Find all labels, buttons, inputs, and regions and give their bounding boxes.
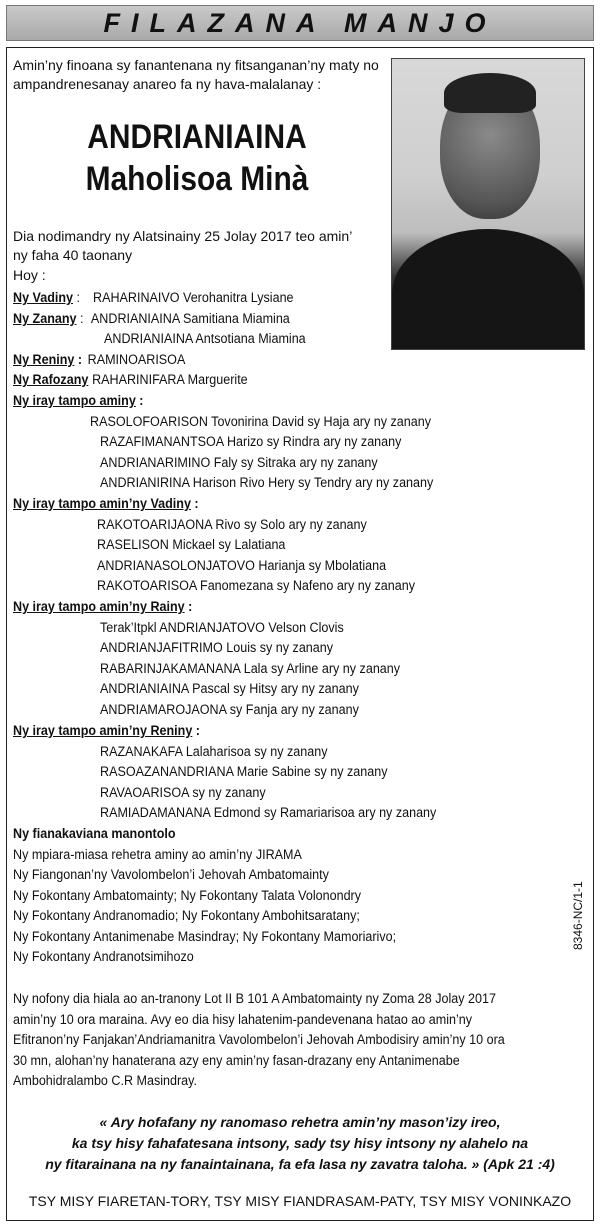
family-sep: : [76,311,84,326]
deceased-given-name: Maholisoa Minà [85,160,309,198]
relatives-line: Ny mpiara-miasa rehetra aminy ao amin’ny JIRAMA [13,847,302,862]
relatives-heading: Ny fianakaviana manontolo [13,826,176,841]
group-member: RAZANAKAFA Lalaharisoa sy ny zanany [100,744,328,759]
portrait-hair [444,73,536,113]
funeral-line: Efitranon’ny Fanjakan’Andriamanitra Vavolombelon’i Jehovah Ambodisiry amin’ny 10 ora [13,1032,505,1047]
deceased-portrait [391,58,585,350]
group-member: RAMIADAMANANA Edmond sy Ramariarisoa ary ny zanany [100,805,437,820]
scripture-quote-line: ka tsy hisy fahafatesana intsony, sady tsy hisy intsony ny alahelo na [71,1135,529,1151]
intro-line-1: Amin’ny finoana sy fanantenana ny fitsanganan’ny maty no [13,57,379,73]
scripture-quote-line: ny fitarainana na ny fanaintainana, fa efa lasa ny zavatra taloha. » (Apk 21 :4) [45,1156,555,1172]
family-name: RAHARINIFARA Marguerite [92,372,248,387]
notice-footer: TSY MISY FIARETAN-TORY, TSY MISY FIANDRASAM-PATY, TSY MISY VONINKAZO [28,1193,572,1209]
family-name: RAMINOARISOA [87,352,186,367]
group-member: RAZAFIMANANTSOA Harizo sy Rindra ary ny zanany [100,434,402,449]
group-member: Terak’Itpkl ANDRIANJATOVO Velson Clovis [100,620,344,635]
family-row [13,310,290,327]
family-name: ANDRIANIAINA Samitiana Miamina [90,311,290,326]
group-heading: Ny iray tampo aminy : [13,393,144,408]
death-line-2: ny faha 40 taonany [13,247,133,263]
group-heading: Ny iray tampo amin’ny Reniny : [13,723,200,738]
death-line-1: Dia nodimandry ny Alatsinainy 25 Jolay 2017 teo amin’ [13,228,353,244]
family-sep: : [74,352,83,367]
family-label: Ny Reniny [13,352,75,367]
group-member: ANDRIANIAINA Pascal sy Hitsy ary ny zanany [100,681,359,696]
family-row [13,351,185,368]
family-label: Ny Zanany [13,311,77,326]
scripture-quote-line: « Ary hofafany ny ranomaso rehetra amin’ny mason’izy ireo, [99,1114,501,1130]
group-heading: Ny iray tampo amin’ny Vadiny : [13,496,199,511]
family-row [13,289,294,306]
funeral-line: 30 mn, alohan’ny hanaterana azy eny amin’ny fasan-drazany eny Antanimenabe [13,1053,460,1068]
relatives-line: Ny Fiangonan’ny Vavolombelon’i Jehovah Ambatomainty [13,867,329,882]
deceased-surname: ANDRIANIAINA [87,118,307,156]
group-member: RAKOTOARIJAONA Rivo sy Solo ary ny zanany [97,517,367,532]
group-member: ANDRIANARIMINO Faly sy Sitraka ary ny zanany [100,455,378,470]
relatives-line: Ny Fokontany Andranotsimihozo [13,949,194,964]
notice-header [6,5,594,41]
reference-code: 8346-NC/1-1 [571,881,585,950]
family-row [13,371,248,388]
group-member: RABARINJAKAMANANA Lala sy Arline ary ny zanany [100,661,401,676]
family-sep: : [73,290,81,305]
group-member: RAVAOARISOA sy ny zanany [100,785,266,800]
group-member: RASELISON Mickael sy Lalatiana [97,537,286,552]
group-member: RASOLOFOARISON Tovonirina David sy Haja ary ny zanany [90,414,431,429]
family-name: RAHARINAIVO Verohanitra Lysiane [93,290,294,305]
funeral-line: amin’ny 10 ora maraina. Avy eo dia hisy lahatenim-pandevenana hatao ao amin’ny [13,1012,473,1027]
group-member: ANDRIANASOLONJATOVO Harianja sy Mbolatiana [97,558,387,573]
group-member: ANDRIAMAROJAONA sy Fanja ary ny zanany [100,702,359,717]
family-name: ANDRIANIAINA Antsotiana Miamina [104,331,306,346]
group-member: RAKOTOARISOA Fanomezana sy Nafeno ary ny zanany [97,578,415,593]
relatives-line: Ny Fokontany Andranomadio; Ny Fokontany Ambohitsaratany; [13,908,360,923]
group-member: ANDRIANJAFITRIMO Louis sy ny zanany [100,640,334,655]
funeral-line: Ambohidralambo C.R Masindray. [13,1073,197,1088]
relatives-line: Ny Fokontany Antanimenabe Masindray; Ny Fokontany Mamoriarivo; [13,929,397,944]
group-member: ANDRIANIRINA Harison Rivo Hery sy Tendry ary ny zanany [100,475,434,490]
death-line-3: Hoy : [13,267,46,283]
family-label: Ny Rafozany [13,372,89,387]
intro-line-2: ampandrenesanay anareo fa ny hava-malalanay : [13,76,322,92]
group-member: RASOAZANANDRIANA Marie Sabine sy ny zanany [100,764,388,779]
group-heading: Ny iray tampo amin’ny Rainy : [13,599,193,614]
funeral-line: Ny nofony dia hiala ao an-tranony Lot II B 101 A Ambatomainty ny Zoma 28 Jolay 2017 [13,991,496,1006]
relatives-line: Ny Fokontany Ambatomainty; Ny Fokontany Talata Volonondry [13,888,362,903]
notice-title: FILAZANA MANJO [103,8,497,38]
portrait-body [392,229,584,350]
family-label: Ny Vadiny [13,290,74,305]
